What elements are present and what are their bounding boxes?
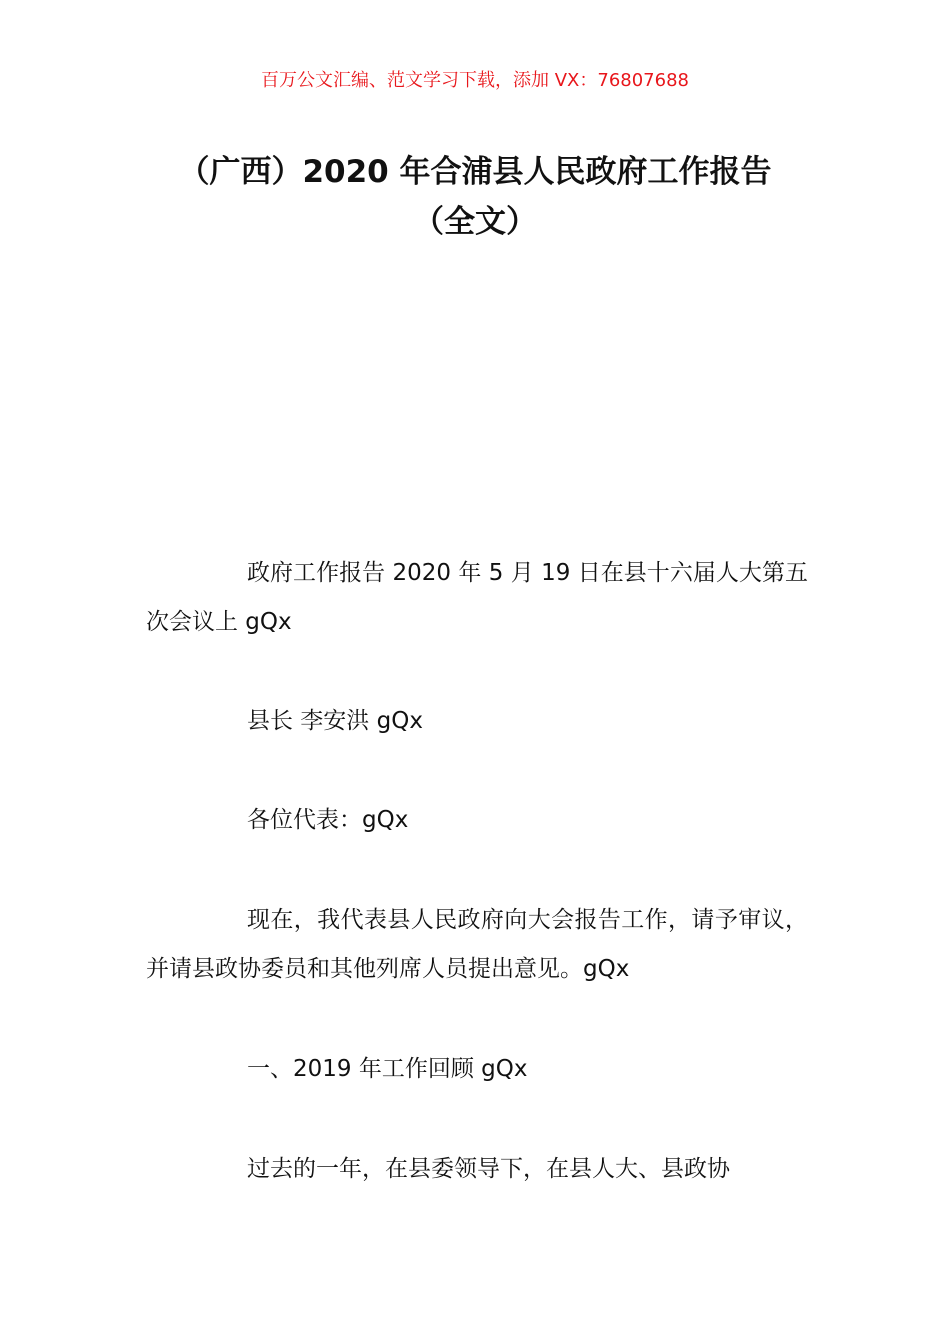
paragraph-review <box>146 1145 808 1194</box>
paragraph-text: 各位代表：gQx <box>247 807 409 833</box>
document-title-line-2: （全文） <box>413 204 537 240</box>
paragraph-text: 县长 李安洪 gQx <box>247 708 423 734</box>
document-title <box>120 147 830 247</box>
document-title-line-1: （广西）2020 年合浦县人民政府工作报告 <box>178 154 772 190</box>
paragraph-salutation <box>146 796 808 845</box>
promo-banner <box>0 66 950 96</box>
paragraph-speaker <box>146 697 808 746</box>
paragraph-text: 过去的一年，在县委领导下，在县人大、县政协 <box>247 1156 730 1182</box>
section-heading <box>146 1045 808 1094</box>
paragraph-text: 政府工作报告 2020 年 5 月 19 日在县十六届人大第五次会议上 gQx <box>146 560 808 635</box>
paragraph-report-info <box>146 549 808 647</box>
paragraph-text: 一、2019 年工作回顾 gQx <box>247 1056 528 1082</box>
paragraph-opening <box>146 896 808 994</box>
promo-banner-text: 百万公文汇编、范文学习下载，添加 VX：76807688 <box>261 70 689 91</box>
paragraph-text: 现在，我代表县人民政府向大会报告工作，请予审议，并请县政协委员和其他列席人员提出意见。gQx <box>146 907 808 982</box>
